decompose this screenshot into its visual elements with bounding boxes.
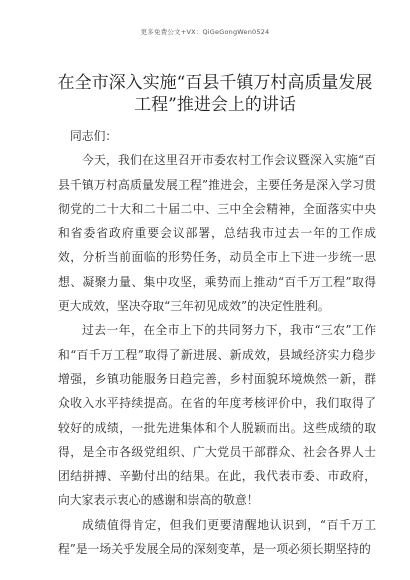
document-body [58,124,376,561]
paragraph-3: 成绩值得肯定，但我们更要清醒地认识到，“百千万工程”是一场关乎发展全局的深刻变革，是一项必须长期坚持的 [58,517,376,557]
header-watermark: 更多免费公文+VX：QiGeGongWen0524 [140,28,270,36]
document-title: 在全市深入实施“百县千镇万村高质量发展工程”推进会上的讲话 [57,73,373,115]
paragraph-2: 过去一年，在全市上下的共同努力下，我市“三农”工作和“百千万工程”取得了新进展、新成效，县域经济实力稳步增强，乡镇功能服务日趋完善，乡村面貌环境焕然一新，群众收入水平持续提高。在省的年度考核评价中，我们取得了较好的成绩，一批先进集体和个人脱颖而出。这些成绩的取得，是全市各级党组织、广大党员干部群众、社会各界人士团结拼搏、辛勤付出的结果。在此，我代表市委、市政府，向大家表示衷心的感谢和崇高的敬意！ [58,323,376,508]
paragraph-1: 今天，我们在这里召开市委农村工作会议暨深入实施“百县千镇万村高质量发展工程”推进会，主要任务是深入学习贯彻党的二十大和二十届二中、三中全会精神，全面落实中央和省委省政府重要会议部署，总结我市过去一年的工作成效，分析当前面临的形势任务，动员全市上下进一步统一思想、凝聚力量、集中攻坚，乘势而上推动“百千万工程”取得更大成效，坚决夺取“三年初见成效”的决定性胜利。 [58,153,376,314]
greeting: 同志们： [70,129,118,143]
